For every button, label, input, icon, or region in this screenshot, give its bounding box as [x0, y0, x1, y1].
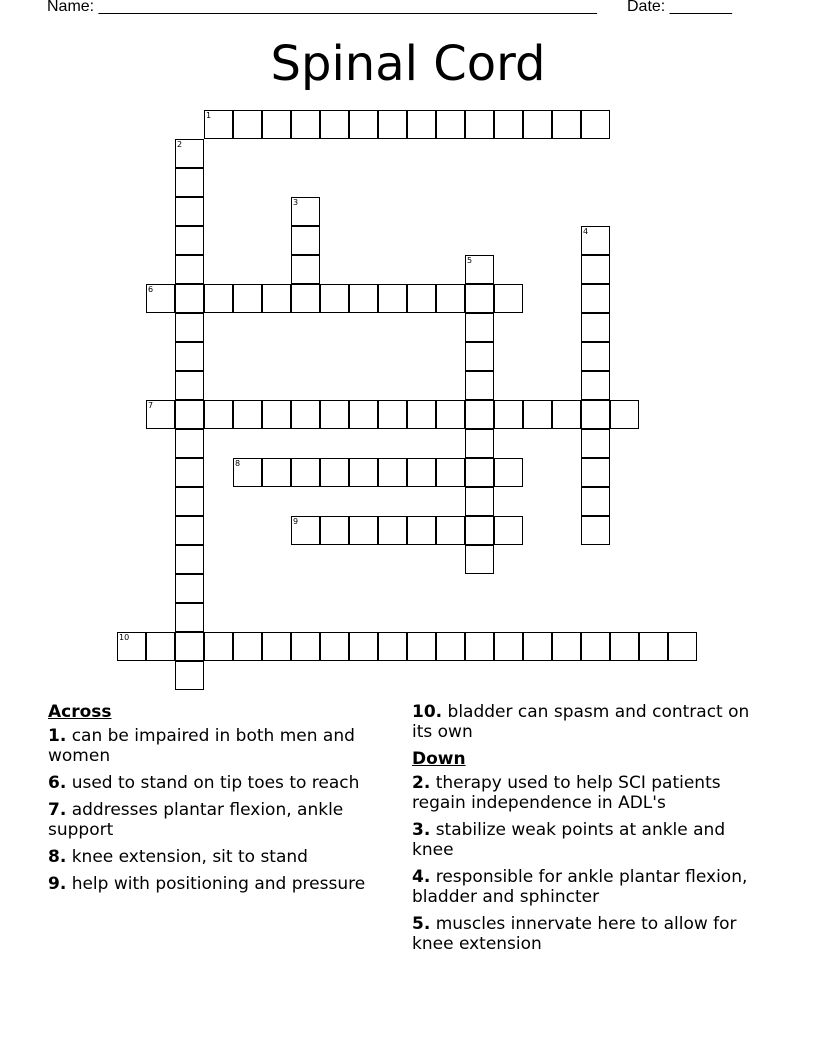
- grid-cell[interactable]: [581, 342, 610, 371]
- grid-cell[interactable]: [233, 400, 262, 429]
- grid-cell[interactable]: [581, 371, 610, 400]
- grid-cell[interactable]: [320, 632, 349, 661]
- grid-cell[interactable]: [465, 371, 494, 400]
- across-clue-7: 7. addresses plantar flexion, ankle support: [48, 800, 344, 840]
- grid-cell[interactable]: [581, 255, 610, 284]
- grid-cell[interactable]: [581, 284, 610, 313]
- grid-cell[interactable]: [465, 487, 494, 516]
- grid-cell[interactable]: [262, 284, 291, 313]
- cell-number: 8: [235, 459, 241, 468]
- grid-cell[interactable]: [465, 255, 494, 284]
- grid-cell[interactable]: [552, 400, 581, 429]
- grid-cell[interactable]: [175, 545, 204, 574]
- down-clue-5: 5. muscles innervate here to allow for knee extension: [412, 914, 737, 954]
- grid-cell[interactable]: [639, 632, 668, 661]
- grid-cell[interactable]: [291, 632, 320, 661]
- grid-cell[interactable]: [175, 139, 204, 168]
- grid-cell[interactable]: [436, 632, 465, 661]
- across-clue-9: 9. help with positioning and pressure: [48, 874, 366, 894]
- grid-cell[interactable]: [117, 632, 146, 661]
- across-clue-1: 1. can be impaired in both men and women: [48, 726, 355, 766]
- grid-cell[interactable]: [175, 429, 204, 458]
- grid-cell[interactable]: [175, 255, 204, 284]
- name-field[interactable]: Name: ________________________________________________________: [47, 0, 597, 15]
- grid-cell[interactable]: [436, 516, 465, 545]
- grid-cell[interactable]: [175, 400, 204, 429]
- grid-cell[interactable]: [436, 110, 465, 139]
- grid-cell[interactable]: [668, 632, 697, 661]
- grid-cell[interactable]: [465, 545, 494, 574]
- grid-cell[interactable]: [175, 168, 204, 197]
- grid-cell[interactable]: [175, 632, 204, 661]
- grid-cell[interactable]: [494, 632, 523, 661]
- grid-cell[interactable]: [407, 632, 436, 661]
- cell-number: 2: [177, 140, 183, 149]
- cell-number: 1: [206, 111, 212, 120]
- cell-number: 6: [148, 285, 154, 294]
- grid-cell[interactable]: [175, 313, 204, 342]
- grid-cell[interactable]: [175, 197, 204, 226]
- down-heading: Down: [412, 749, 466, 769]
- down-clue-2: 2. therapy used to help SCI patients regain independence in ADL's: [412, 773, 721, 813]
- grid-cell[interactable]: [204, 110, 233, 139]
- grid-cell[interactable]: [262, 632, 291, 661]
- grid-cell[interactable]: [465, 342, 494, 371]
- grid-cell[interactable]: [581, 487, 610, 516]
- grid-cell[interactable]: [349, 632, 378, 661]
- grid-cell[interactable]: [262, 458, 291, 487]
- grid-cell[interactable]: [581, 400, 610, 429]
- grid-cell[interactable]: [465, 313, 494, 342]
- grid-cell[interactable]: [175, 661, 204, 690]
- grid-cell[interactable]: [407, 110, 436, 139]
- grid-cell[interactable]: [262, 110, 291, 139]
- grid-cell[interactable]: [378, 284, 407, 313]
- grid-cell[interactable]: [146, 284, 175, 313]
- cell-number: 4: [583, 227, 589, 236]
- grid-cell[interactable]: [349, 458, 378, 487]
- grid-cell[interactable]: [494, 458, 523, 487]
- down-clue-4: 4. responsible for ankle plantar flexion, bladder and sphincter: [412, 867, 748, 907]
- grid-cell[interactable]: [436, 458, 465, 487]
- grid-cell[interactable]: [204, 400, 233, 429]
- grid-cell[interactable]: [436, 400, 465, 429]
- cell-number: 3: [293, 198, 299, 207]
- grid-cell[interactable]: [378, 458, 407, 487]
- grid-cell[interactable]: [465, 284, 494, 313]
- grid-cell[interactable]: [175, 226, 204, 255]
- grid-cell[interactable]: [436, 284, 465, 313]
- grid-cell[interactable]: [291, 284, 320, 313]
- grid-cell[interactable]: [291, 110, 320, 139]
- grid-cell[interactable]: [262, 400, 291, 429]
- grid-cell[interactable]: [494, 400, 523, 429]
- grid-cell[interactable]: [581, 429, 610, 458]
- puzzle-title: Spinal Cord: [270, 36, 546, 92]
- grid-cell[interactable]: [204, 632, 233, 661]
- grid-cell[interactable]: [320, 458, 349, 487]
- grid-cell[interactable]: [378, 110, 407, 139]
- grid-cell[interactable]: [291, 226, 320, 255]
- grid-cell[interactable]: [378, 400, 407, 429]
- date-field[interactable]: Date: _______: [627, 0, 732, 15]
- grid-cell[interactable]: [465, 458, 494, 487]
- grid-cell[interactable]: [349, 516, 378, 545]
- grid-cell[interactable]: [233, 284, 262, 313]
- grid-cell[interactable]: [291, 458, 320, 487]
- grid-cell[interactable]: [581, 226, 610, 255]
- grid-cell[interactable]: [465, 632, 494, 661]
- grid-cell[interactable]: [552, 632, 581, 661]
- clues-right-column: [412, 702, 757, 961]
- grid-cell[interactable]: [175, 458, 204, 487]
- grid-cell[interactable]: [465, 110, 494, 139]
- grid-cell[interactable]: [581, 632, 610, 661]
- grid-cell[interactable]: [465, 429, 494, 458]
- grid-cell[interactable]: [494, 516, 523, 545]
- grid-cell[interactable]: [291, 400, 320, 429]
- cell-number: 5: [467, 256, 473, 265]
- grid-cell[interactable]: [494, 284, 523, 313]
- grid-cell[interactable]: [523, 400, 552, 429]
- grid-cell[interactable]: [523, 110, 552, 139]
- grid-cell[interactable]: [320, 516, 349, 545]
- grid-cell[interactable]: [378, 632, 407, 661]
- grid-cell[interactable]: [233, 110, 262, 139]
- grid-cell[interactable]: [581, 516, 610, 545]
- grid-cell[interactable]: [175, 487, 204, 516]
- grid-cell[interactable]: [407, 516, 436, 545]
- grid-cell[interactable]: [494, 110, 523, 139]
- across-clue-6: 6. used to stand on tip toes to reach: [48, 773, 360, 793]
- across-clue-8: 8. knee extension, sit to stand: [48, 847, 308, 867]
- grid-cell[interactable]: [204, 284, 233, 313]
- grid-cell[interactable]: [581, 313, 610, 342]
- grid-cell[interactable]: [175, 371, 204, 400]
- grid-cell[interactable]: [610, 632, 639, 661]
- grid-cell[interactable]: [175, 284, 204, 313]
- grid-cell[interactable]: [320, 284, 349, 313]
- cell-number: 10: [119, 633, 130, 642]
- grid-cell[interactable]: [581, 110, 610, 139]
- grid-cell[interactable]: [523, 632, 552, 661]
- grid-cell[interactable]: [407, 284, 436, 313]
- across-heading: Across: [48, 702, 112, 722]
- grid-cell[interactable]: [146, 632, 175, 661]
- grid-cell[interactable]: [175, 516, 204, 545]
- across-clue-10: 10. bladder can spasm and contract on its own: [412, 702, 750, 742]
- grid-cell[interactable]: [233, 632, 262, 661]
- grid-cell[interactable]: [407, 400, 436, 429]
- grid-cell[interactable]: [552, 110, 581, 139]
- grid-cell[interactable]: [175, 603, 204, 632]
- grid-cell[interactable]: [465, 400, 494, 429]
- grid-cell[interactable]: [407, 458, 436, 487]
- grid-cell[interactable]: [233, 458, 262, 487]
- cell-number: 9: [293, 517, 299, 526]
- grid-cell[interactable]: [349, 400, 378, 429]
- down-clue-3: 3. stabilize weak points at ankle and knee: [412, 820, 726, 860]
- grid-cell[interactable]: [291, 516, 320, 545]
- cell-number: 7: [148, 401, 154, 410]
- grid-cell[interactable]: [378, 516, 407, 545]
- grid-cell[interactable]: [320, 400, 349, 429]
- grid-cell[interactable]: [349, 284, 378, 313]
- grid-cell[interactable]: [146, 400, 175, 429]
- grid-cell[interactable]: [175, 342, 204, 371]
- grid-cell[interactable]: [291, 197, 320, 226]
- grid-cell[interactable]: [175, 574, 204, 603]
- grid-cell[interactable]: [349, 110, 378, 139]
- grid-cell[interactable]: [291, 255, 320, 284]
- grid-cell[interactable]: [581, 458, 610, 487]
- grid-cell[interactable]: [465, 516, 494, 545]
- grid-cell[interactable]: [320, 110, 349, 139]
- clues-left-column: [48, 702, 393, 901]
- grid-cell[interactable]: [610, 400, 639, 429]
